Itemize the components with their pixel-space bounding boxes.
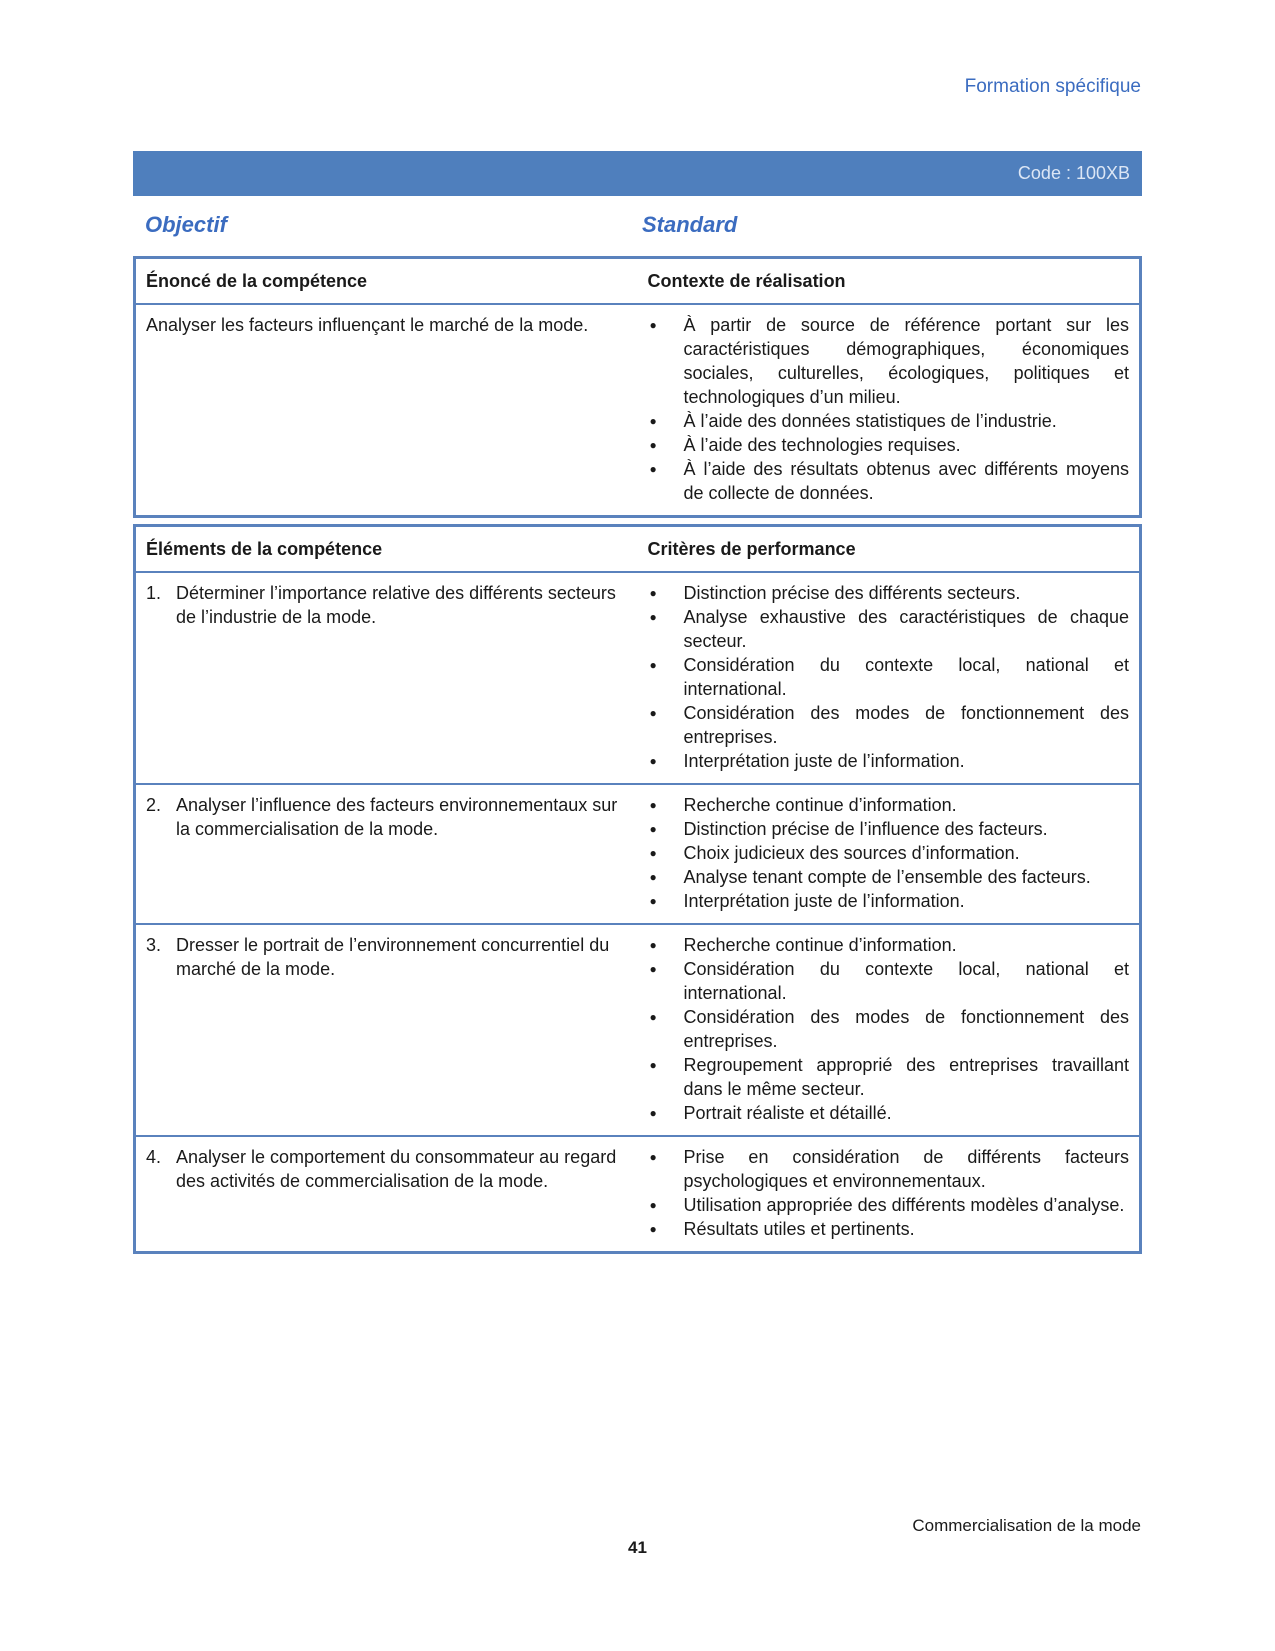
criteria-column-header: Critères de performance — [647, 539, 856, 559]
element-cell — [135, 924, 638, 1136]
element-text: Déterminer l’importance relative des différents secteurs de l’industrie de la mode. — [176, 583, 616, 627]
element-text: Analyser l’influence des facteurs environnementaux sur la commercialisation de la mode. — [176, 795, 618, 839]
criteria-item: ● Analyse tenant compte de l’ensemble des facteurs. — [648, 865, 1130, 889]
element-number: 1. — [146, 583, 162, 603]
criteria-cell — [638, 784, 1141, 924]
footer-title: Commercialisation de la mode — [912, 1516, 1141, 1535]
element-text: Analyser le comportement du consommateur au regard des activités de commercialisation de la mode. — [176, 1147, 617, 1191]
element-number: 2. — [146, 795, 162, 815]
table-row — [135, 784, 1141, 924]
criteria-item: ● Interprétation juste de l’information. — [648, 889, 1130, 913]
context-cell — [638, 304, 1141, 517]
criteria-item: ● Portrait réaliste et détaillé. — [648, 1101, 1130, 1125]
competency-table — [133, 256, 1142, 518]
element-text: Dresser le portrait de l’environnement concurrentiel du marché de la mode. — [176, 935, 610, 979]
criteria-item: ● Choix judicieux des sources d’information. — [648, 841, 1130, 865]
context-column-header: Contexte de réalisation — [647, 271, 846, 291]
competency-statement: Analyser les facteurs influençant le marché de la mode. — [146, 315, 589, 335]
element-cell — [135, 572, 638, 784]
context-list — [648, 313, 1130, 505]
element-number: 3. — [146, 935, 162, 955]
statement-column-header: Énoncé de la compétence — [146, 271, 368, 291]
criteria-item: ● Considération des modes de fonctionnement des entreprises. — [648, 701, 1130, 749]
criteria-list — [648, 1145, 1130, 1241]
element-number: 4. — [146, 1147, 162, 1167]
standard-heading: Standard — [642, 212, 738, 237]
criteria-cell — [638, 1136, 1141, 1253]
table-header-row — [135, 526, 1141, 573]
criteria-item: ● Recherche continue d’information. — [648, 793, 1130, 817]
criteria-item: ● Regroupement approprié des entreprises travaillant dans le même secteur. — [648, 1053, 1130, 1101]
elements-table — [133, 524, 1142, 1254]
page-section-header: Formation spécifique — [964, 76, 1141, 97]
criteria-item: ● Interprétation juste de l’information. — [648, 749, 1130, 773]
context-item: ● À l’aide des résultats obtenus avec différents moyens de collecte de données. — [648, 457, 1130, 505]
context-item: ● À l’aide des technologies requises. — [648, 433, 1130, 457]
criteria-item: ● Considération des modes de fonctionnement des entreprises. — [648, 1005, 1130, 1053]
criteria-item: ● Résultats utiles et pertinents. — [648, 1217, 1130, 1241]
table-row — [135, 304, 1141, 517]
section-headings — [145, 212, 1130, 242]
criteria-item: ● Distinction précise de l’influence des facteurs. — [648, 817, 1130, 841]
criteria-item: ● Considération du contexte local, national et international. — [648, 653, 1130, 701]
table-row — [135, 1136, 1141, 1253]
context-item: ● À partir de source de référence portant sur les caractéristiques démographiques, économiques sociales, culturelles, écologiques, politiques et technologiques d’un milieu. — [648, 313, 1130, 409]
table-row — [135, 572, 1141, 784]
course-code: Code : 100XB — [1017, 163, 1130, 183]
criteria-item: ● Utilisation appropriée des différents modèles d’analyse. — [648, 1193, 1130, 1217]
criteria-list — [648, 581, 1130, 773]
element-cell — [135, 1136, 638, 1253]
criteria-item: ● Analyse exhaustive des caractéristiques de chaque secteur. — [648, 605, 1130, 653]
table-row — [135, 924, 1141, 1136]
elements-column-header: Éléments de la compétence — [146, 539, 383, 559]
criteria-cell — [638, 572, 1141, 784]
table-header-row — [135, 258, 1141, 305]
criteria-cell — [638, 924, 1141, 1136]
criteria-item: ● Prise en considération de différents facteurs psychologiques et environnementaux. — [648, 1145, 1130, 1193]
criteria-item: ● Distinction précise des différents secteurs. — [648, 581, 1130, 605]
page-number: 41 — [628, 1538, 647, 1557]
course-code-bar — [133, 151, 1142, 196]
criteria-item: ● Recherche continue d’information. — [648, 933, 1130, 957]
criteria-list — [648, 933, 1130, 1125]
criteria-item: ● Considération du contexte local, national et international. — [648, 957, 1130, 1005]
context-item: ● À l’aide des données statistiques de l’industrie. — [648, 409, 1130, 433]
element-cell — [135, 784, 638, 924]
criteria-list — [648, 793, 1130, 913]
objectif-heading: Objectif — [145, 212, 227, 237]
